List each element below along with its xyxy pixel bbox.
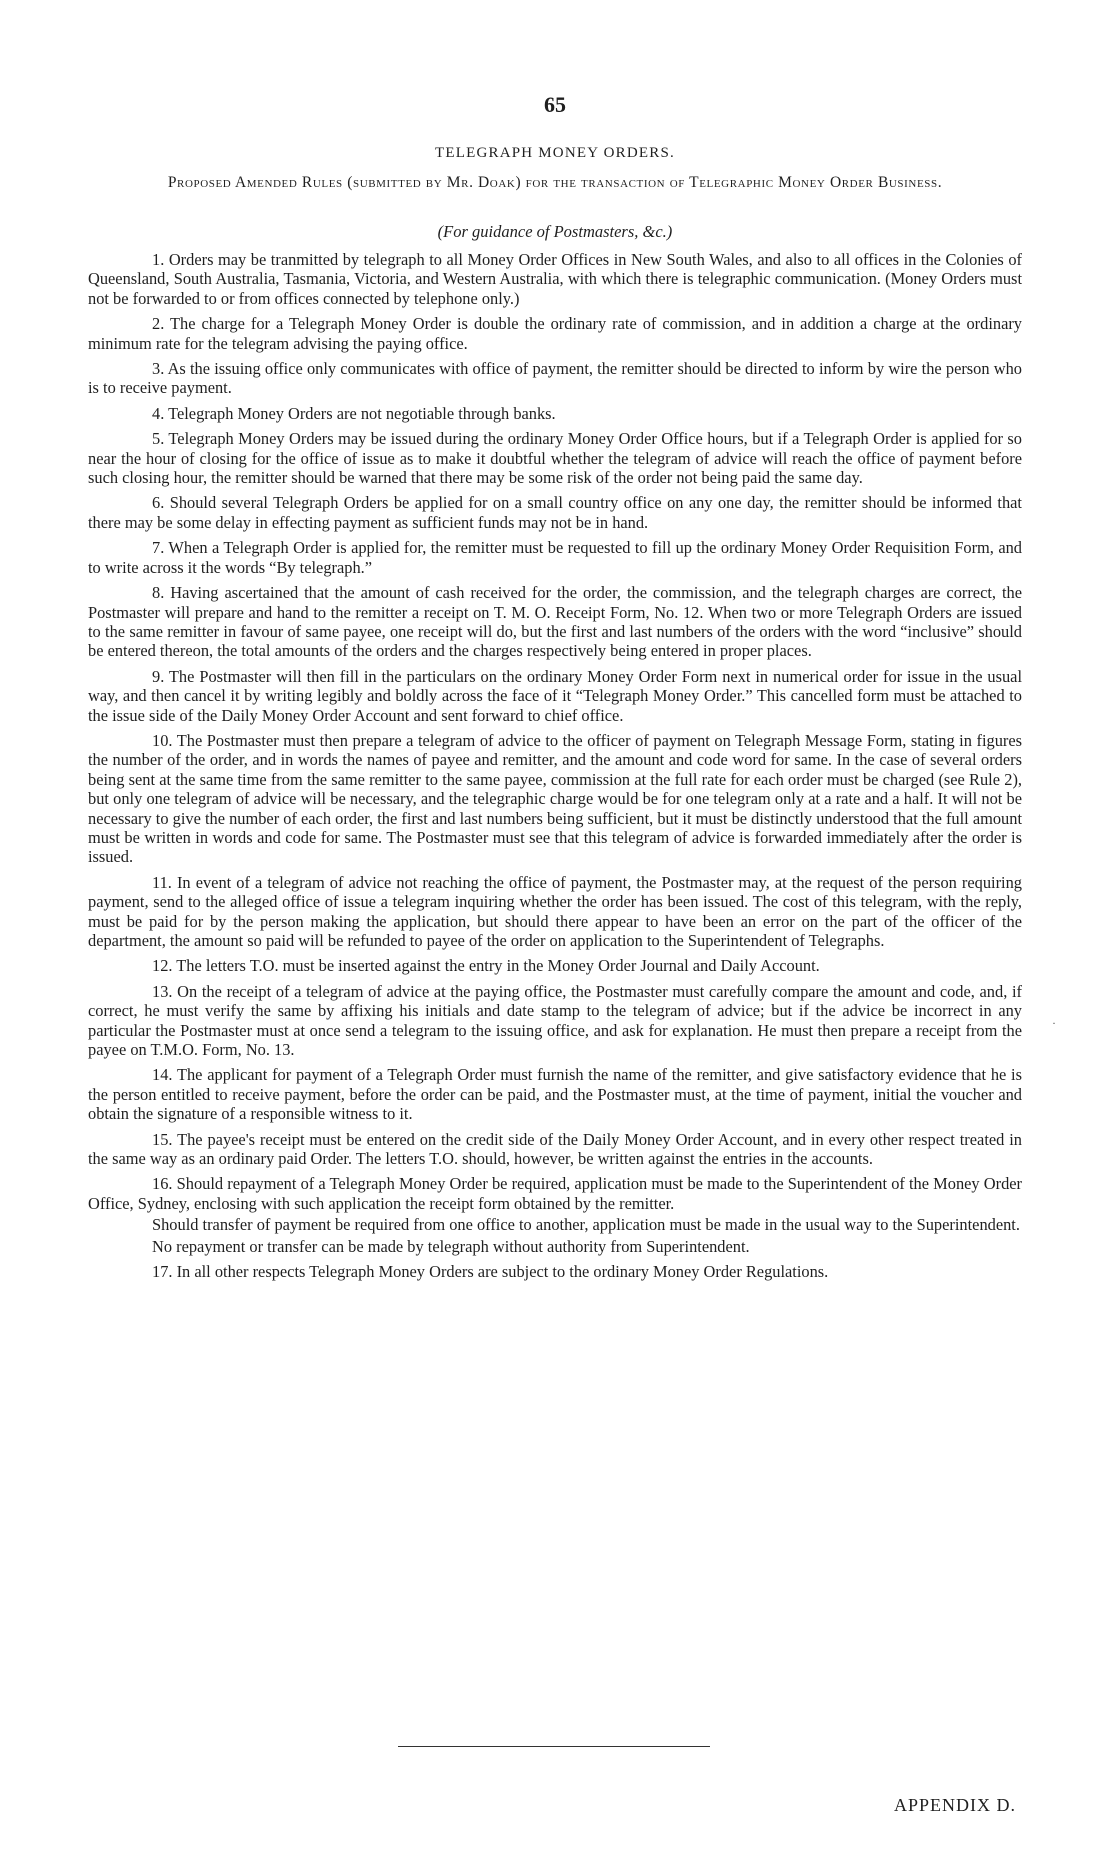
rule-paragraph: 11. In event of a telegram of advice not reaching the office of payment, the Postmaster may, at the request of the person requiring payment, send to the alleged office of issue a telegram inquiring whether the order has been issued. The cost of this telegram, with the reply, must be paid for by the person making the application, but should there appear to have been an error on the part of the officer of the department, the amount so paid will be refunded to payee of the order on application to the Superintendent of Telegraphs. xyxy=(88,872,1022,950)
margin-dot: · xyxy=(1052,1016,1056,1030)
rule-paragraph: 3. As the issuing office only communicates with office of payment, the remitter should be directed to inform by wire the person who is to receive payment. xyxy=(88,359,1022,398)
rule-paragraph: 10. The Postmaster must then prepare a telegram of advice to the officer of payment on Telegraph Message Form, stating in figures the number of the order, and in words the names of payee and remitter, and the amount and code word for same. In the case of several orders being sent at the same time from the same remitter to the same payee, commission at the full rate for each order must be charged (see Rule 2), but only one telegram of advice will be necessary, and the telegraphic charge would be for one telegram only at a rate and a half. It will not be necessary to give the number of each order, the first and last numbers being sufficient, but it must be distinctly understood that the full amount must be written in words and code for same. The Postmaster must see that this telegram of advice is forwarded immediately after the order is issued. xyxy=(88,730,1022,867)
rule-paragraph: 2. The charge for a Telegraph Money Order is double the ordinary rate of commission, and in addition a charge at the ordinary minimum rate for the telegram advising the paying office. xyxy=(88,314,1022,353)
rule-paragraph: 5. Telegraph Money Orders may be issued during the ordinary Money Order Office hours, but if a Telegraph Order is applied for so near the hour of closing for the office of issue as to make it doubtful whether the telegram of advice will reach the office of payment before such closing hour, the remitter should be warned that there may be some risk of the order not being paid the same day. xyxy=(88,429,1022,488)
rule-paragraph: Should transfer of payment be required from one office to another, application must be made in the usual way to the Superintendent. xyxy=(152,1215,1020,1235)
rule-paragraph: 4. Telegraph Money Orders are not negotiable through banks. xyxy=(152,403,556,423)
page-number: 65 xyxy=(544,92,566,117)
rule-paragraph: 17. In all other respects Telegraph Money Orders are subject to the ordinary Money Order Regulations. xyxy=(152,1262,829,1282)
rule-paragraph: No repayment or transfer can be made by telegraph without authority from Superintendent. xyxy=(152,1236,750,1256)
rule-paragraph: 9. The Postmaster will then fill in the particulars on the ordinary Money Order Form next in numerical order for issue in the usual way, and then cancel it by writing legibly and boldly across the face of it “Telegraph Money Order.” This cancelled form must be attached to the issue side of the Daily Money Order Account and sent forward to chief office. xyxy=(88,666,1022,725)
section-divider xyxy=(398,1746,710,1747)
rule-paragraph: 16. Should repayment of a Telegraph Money Order be required, application must be made to the Superintendent of the Money Order Office, Sydney, enclosing with such application the receipt form obtained by the remitter. xyxy=(88,1174,1022,1213)
rule-paragraph: 7. When a Telegraph Order is applied for, the remitter must be requested to fill up the ordinary Money Order Requisition Form, and to write across it the words “By telegraph.” xyxy=(88,538,1022,577)
rule-paragraph: 14. The applicant for payment of a Telegraph Order must furnish the name of the remitter, and give satisfactory evidence that he is the person entitled to receive payment, before the order can be paid, and the Postmaster must, at the time of payment, initial the voucher and obtain the signature of a responsible witness to it. xyxy=(88,1065,1022,1124)
document-title: TELEGRAPH MONEY ORDERS. xyxy=(435,145,675,161)
rule-paragraph: 1. Orders may be tranmitted by telegraph to all Money Order Offices in New South Wales, and also to all offices in the Colonies of Queensland, South Australia, Tasmania, Victoria, and Western Australia, with which there is telegraphic communication. (Money Orders must not be forwarded to or from offices connected by telephone only.) xyxy=(88,250,1022,308)
appendix-label: APPENDIX D. xyxy=(893,1795,1016,1815)
rule-paragraph: 12. The letters T.O. must be inserted against the entry in the Money Order Journal and Daily Account. xyxy=(152,956,820,976)
rule-paragraph: 8. Having ascertained that the amount of cash received for the order, the commission, and the telegraph charges are correct, the Postmaster will prepare and hand to the remitter a receipt on T. M. O. Receipt Form, No. 12. When two or more Telegraph Orders are issued to the same remitter in favour of same payee, one receipt will do, but the first and last numbers of the orders with the word “inclusive” should be entered thereon, the total amounts of the orders and the charges respectively being entered in proper places. xyxy=(88,583,1022,661)
guidance-note: (For guidance of Postmasters, &c.) xyxy=(437,222,673,241)
rules-list xyxy=(88,250,1022,1288)
rule-paragraph: 15. The payee's receipt must be entered on the credit side of the Daily Money Order Account, and in every other respect treated in the same way as an ordinary paid Order. The letters T.O. should, however, be written against the entries in the accounts. xyxy=(88,1129,1022,1169)
rule-paragraph: 6. Should several Telegraph Orders be applied for on a small country office on any one day, the remitter should be informed that there may be some delay in effecting payment as sufficient funds may not be in hand. xyxy=(88,493,1022,532)
rule-paragraph: 13. On the receipt of a telegram of advice at the paying office, the Postmaster must carefully compare the amount and code, and, if correct, he must verify the same by affixing his initials and date stamp to the telegram of advice; but if the advice be incorrect in any particular the Postmaster must at once send a telegram to the issuing office, and ask for explanation. He must then prepare a receipt from the payee on T.M.O. Form, No. 13. xyxy=(88,981,1022,1060)
document-subtitle: Proposed Amended Rules (submitted by Mr. Doak) for the transaction of Telegraphic Money Order Business. xyxy=(167,174,943,191)
